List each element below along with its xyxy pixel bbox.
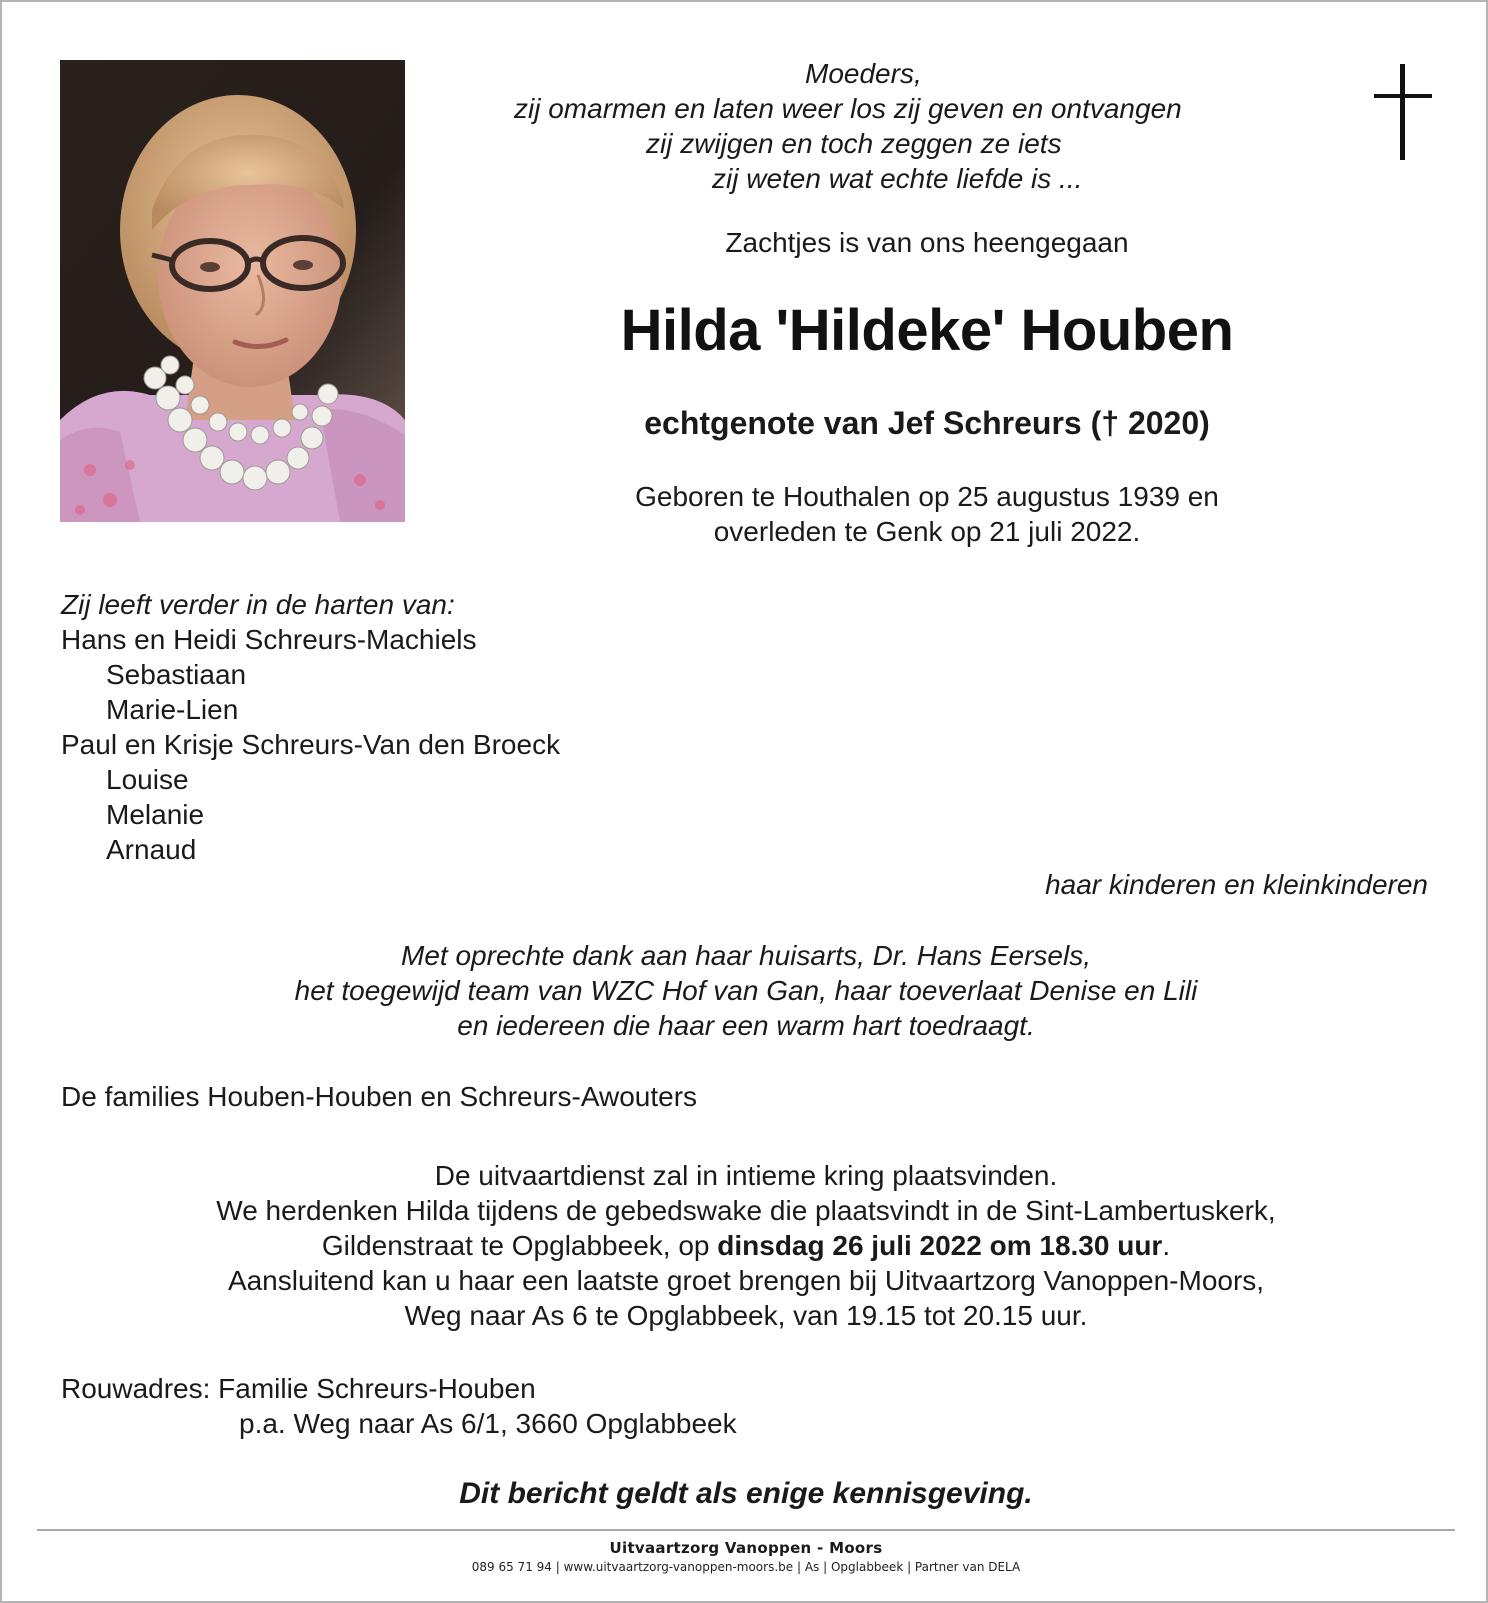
spouse-line: echtgenote van Jef Schreurs († 2020) [644, 405, 1210, 441]
service-line: Weg naar As 6 te Opglabbeek, van 19.15 tot 20.15 uur. [404, 1300, 1088, 1331]
born-line: Geboren te Houthalen op 25 augustus 1939 en [635, 481, 1219, 512]
address-line: Rouwadres: Familie Schreurs-Houben [61, 1373, 536, 1404]
poem-line: Moeders, [805, 58, 922, 89]
family-signature: haar kinderen en kleinkinderen [1045, 869, 1428, 900]
died-line: overleden te Genk op 21 juli 2022. [713, 516, 1141, 547]
footer-company: Uitvaartzorg Vanoppen - Moors [609, 1539, 883, 1557]
thanks-line: en iedereen die haar een warm hart toedraagt. [457, 1010, 1035, 1041]
families-line: De families Houben-Houben en Schreurs-Awouters [61, 1081, 698, 1112]
family-member: Melanie [106, 799, 205, 830]
intro-text: Zachtjes is van ons heengegaan [725, 227, 1129, 258]
family-member: Hans en Heidi Schreurs-Machiels [61, 624, 477, 655]
service-line: Aansluitend kan u haar een laatste groet brengen bij Uitvaartzorg Vanoppen-Moors, [227, 1265, 1265, 1296]
birth-death-info [402, 479, 1452, 549]
portrait-photo [60, 60, 405, 522]
poem-line: zij weten wat echte liefde is ... [712, 163, 1083, 194]
notice-text: Dit bericht geldt als enige kennisgeving. [459, 1477, 1033, 1510]
thanks-line: het toegewijd team van WZC Hof van Gan, haar toeverlaat Denise en Lili [294, 975, 1198, 1006]
service-line: De uitvaartdienst zal in intieme kring plaatsvinden. [434, 1160, 1058, 1191]
family-member: Arnaud [106, 834, 197, 865]
poem [472, 56, 1252, 196]
service-date: dinsdag 26 juli 2022 om 18.30 uur [717, 1230, 1163, 1261]
survivors-heading: Zij leeft verder in de harten van: [61, 589, 455, 620]
mourning-address [61, 1371, 737, 1441]
deceased-name: Hilda 'Hildeke' Houben [620, 298, 1234, 363]
service-line-date [2, 1228, 1488, 1263]
cross-icon [1374, 64, 1432, 160]
poem-line: zij omarmen en laten weer los zij geven en ontvangen [514, 93, 1182, 124]
family-member: Paul en Krisje Schreurs-Van den Broeck [61, 729, 561, 760]
family-member: Marie-Lien [106, 694, 239, 725]
service-text: Gildenstraat te Opglabbeek, op [321, 1230, 718, 1261]
service-line: We herdenken Hilda tijdens de gebedswake die plaatsvindt in de Sint-Lambertuskerk, [216, 1195, 1276, 1226]
service-info [2, 1158, 1488, 1333]
footer-contact: 089 65 71 94 | www.uitvaartzorg-vanoppen-moors.be | As | Opglabbeek | Partner van DELA [471, 1560, 1021, 1574]
thanks-line: Met oprechte dank aan haar huisarts, Dr. Hans Eersels, [401, 940, 1091, 971]
family-member: Sebastiaan [106, 659, 247, 690]
poem-line: zij zwijgen en toch zeggen ze iets [646, 128, 1062, 159]
family-list [61, 587, 560, 867]
portrait-illustration [60, 60, 405, 522]
service-text: . [1162, 1230, 1171, 1261]
thanks-text [2, 938, 1488, 1043]
family-member: Louise [106, 764, 189, 795]
address-line: p.a. Weg naar As 6/1, 3660 Opglabbeek [239, 1408, 737, 1439]
divider [37, 1529, 1455, 1531]
